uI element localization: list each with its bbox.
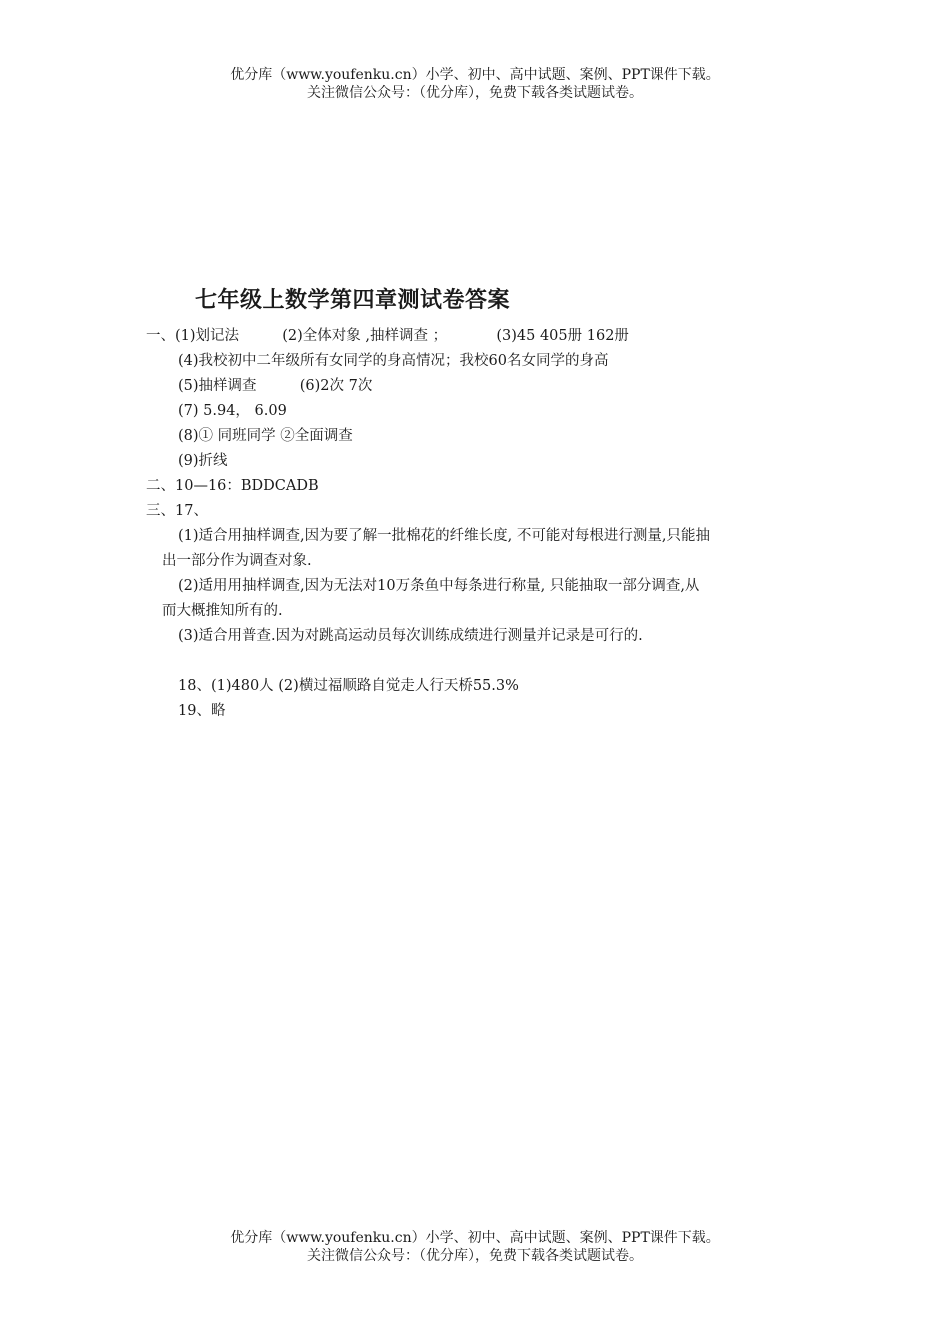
answer-1-6: (6)2次 7次 bbox=[299, 378, 373, 394]
answer-1-8: (8)① 同班同学 ②全面调查 bbox=[178, 428, 353, 444]
answer-line-5 bbox=[178, 377, 372, 395]
answer-17-2-line1: (2)适用用抽样调查,因为无法对10万条鱼中每条进行称量, 只能抽取一部分调查,从 bbox=[178, 578, 700, 594]
footer-line-1: 优分库（www.youfenku.cn）小学、初中、高中试题、案例、PPT课件下载。 bbox=[230, 1230, 720, 1246]
answer-1-1: (1)划记法 bbox=[175, 328, 240, 344]
answer-18: 18、(1)480人 (2)横过福顺路自觉走人行天桥55.3% bbox=[178, 678, 519, 694]
answer-17-2-line2: 而大概推知所有的. bbox=[162, 603, 283, 619]
page-footer bbox=[0, 1229, 950, 1265]
answer-19: 19、略 bbox=[178, 703, 226, 719]
answer-line-1 bbox=[146, 327, 629, 345]
answer-1-9: (9)折线 bbox=[178, 453, 228, 469]
section1-prefix: 一、 bbox=[146, 328, 175, 344]
answer-1-7: (7) 5.94， 6.09 bbox=[178, 403, 287, 419]
answer-1-2: (2)全体对象 ,抽样调查 ； bbox=[282, 328, 448, 344]
header-line-1: 优分库（www.youfenku.cn）小学、初中、高中试题、案例、PPT课件下载。 bbox=[230, 67, 720, 83]
answer-1-3: (3)45 405册 162册 bbox=[496, 328, 629, 344]
answer-17-3: (3)适合用普查.因为对跳高运动员每次训练成绩进行测量并记录是可行的. bbox=[178, 628, 643, 644]
answer-1-4: (4)我校初中二年级所有女同学的身高情况；我校60名女同学的身高 bbox=[178, 353, 609, 369]
answer-17-1-line2: 出一部分作为调查对象. bbox=[162, 553, 312, 569]
document-title: 七年级上数学第四章测试卷答案 bbox=[195, 288, 511, 313]
footer-line-2: 关注微信公众号：（优分库），免费下载各类试题试卷。 bbox=[307, 1248, 643, 1264]
section2-answers: 二、10—16：BDDCADB bbox=[146, 478, 319, 494]
section3-heading: 三、17、 bbox=[146, 503, 208, 519]
page-header bbox=[0, 66, 950, 102]
answer-17-1-line1: (1)适合用抽样调查,因为要了解一批棉花的纤维长度, 不可能对每根进行测量,只能抽 bbox=[178, 528, 710, 544]
header-line-2: 关注微信公众号：（优分库），免费下载各类试题试卷。 bbox=[307, 85, 643, 101]
answer-1-5: (5)抽样调查 bbox=[178, 378, 257, 394]
